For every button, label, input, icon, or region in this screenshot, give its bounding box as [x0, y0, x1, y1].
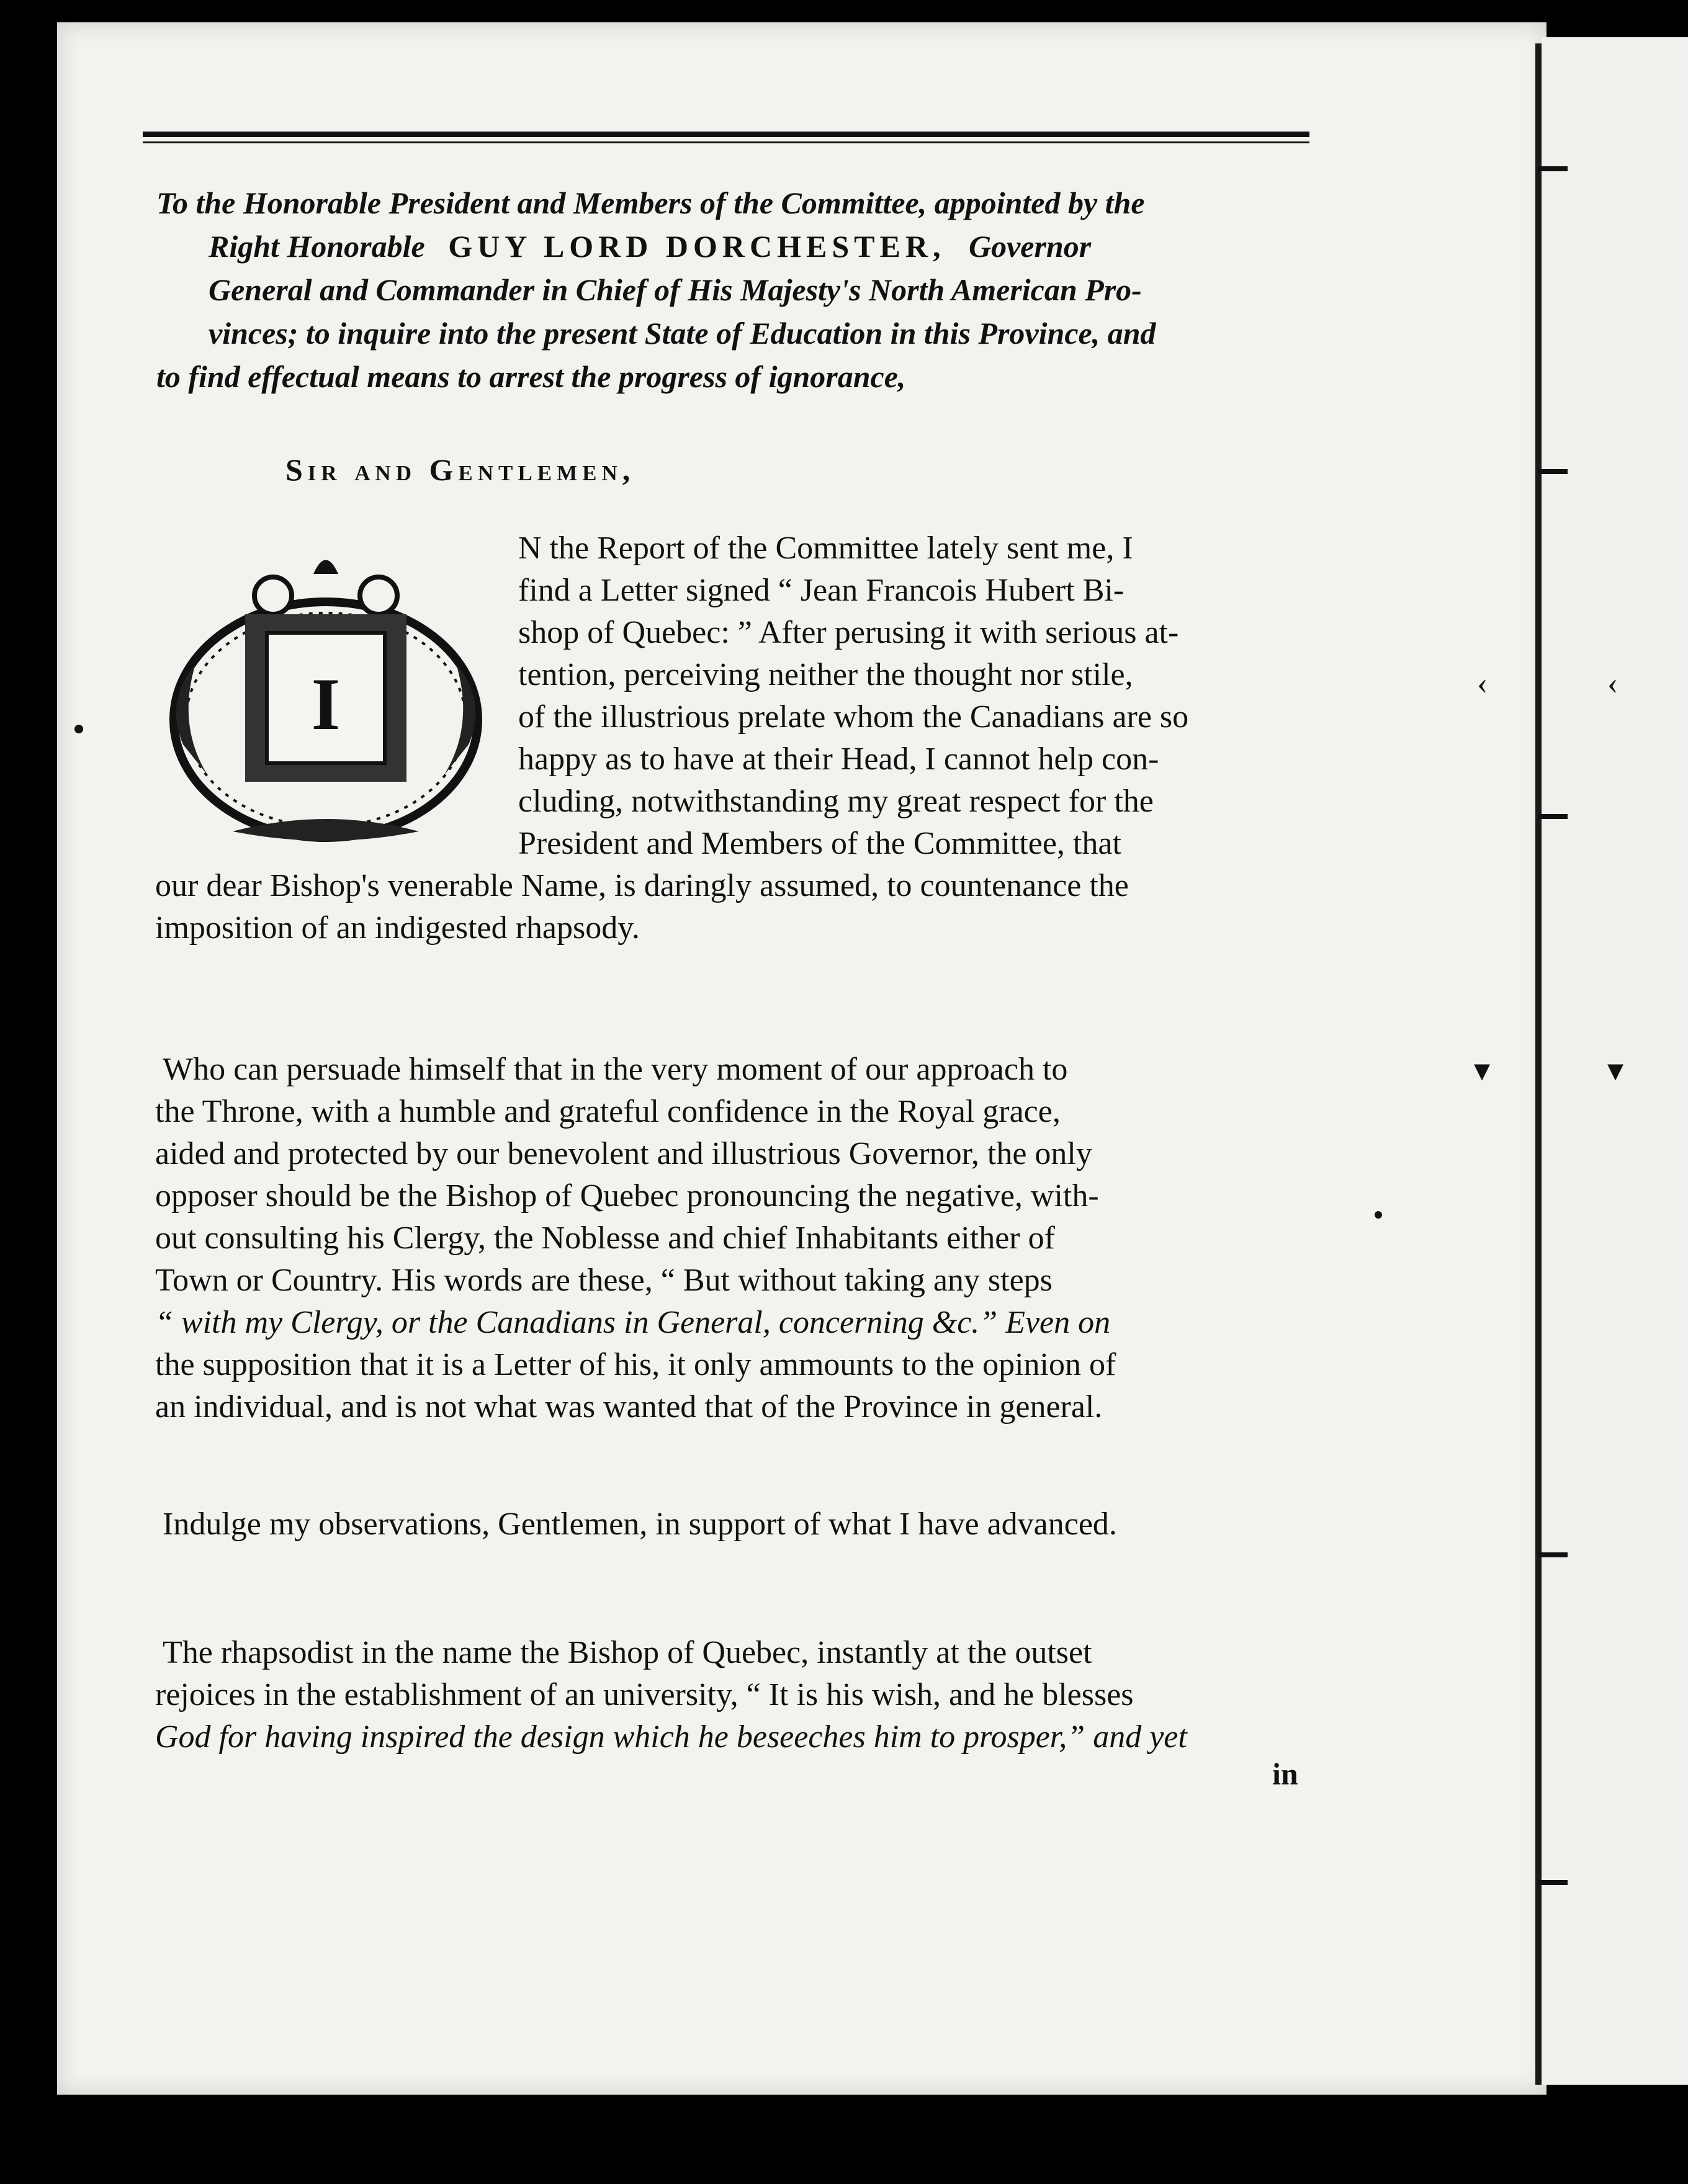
text-line: the Throne, with a humble and grateful confidence in the Royal grace,	[155, 1094, 1061, 1129]
address-line: to find effectual means to arrest the progress of ignorance,	[156, 359, 906, 394]
ink-speck	[1375, 1211, 1382, 1219]
text-line: aided and protected by our benevolent and illustrious Governor, the only	[155, 1136, 1092, 1171]
margin-notch	[1538, 166, 1568, 171]
address-block	[156, 181, 1317, 398]
text-line: happy as to have at their Head, I cannot help con-	[518, 741, 1159, 777]
text-line: Town or Country. His words are these, “ But without taking any steps	[155, 1263, 1053, 1298]
text-line: out consulting his Clergy, the Noblesse and chief Inhabitants either of	[155, 1220, 1055, 1256]
address-line: General and Commander in Chief of His Majesty's North American Pro-	[209, 272, 1142, 307]
text-line: tention, perceiving neither the thought nor stile,	[518, 657, 1133, 692]
address-line	[156, 225, 1317, 268]
address-fragment: Governor	[968, 229, 1092, 264]
address-line: To the Honorable President and Members of the Committee, appointed by the	[156, 186, 1145, 220]
header-rule-thin	[143, 141, 1309, 143]
paragraph-4	[155, 1632, 1316, 1758]
paragraph-1	[155, 527, 1316, 949]
text-line: The rhapsodist in the name the Bishop of Quebec, instantly at the outset	[163, 1635, 1092, 1670]
paragraph-2	[155, 1049, 1316, 1428]
margin-notch	[1538, 469, 1568, 474]
text-line: find a Letter signed “ Jean Francois Hubert Bi-	[518, 573, 1125, 608]
margin-notch	[1538, 1880, 1568, 1885]
text-line: God for having inspired the design which he beseeches him to prosper,” and yet	[155, 1719, 1187, 1755]
text-line: an individual, and is not what was wanted that of the Province in general.	[155, 1389, 1103, 1425]
text-line: cluding, notwithstanding my great respect for the	[518, 784, 1154, 819]
ink-speck	[74, 725, 83, 733]
governor-name: GUY LORD DORCHESTER,	[448, 229, 946, 264]
text-line: our dear Bishop's venerable Name, is daringly assumed, to countenance the	[155, 868, 1129, 903]
text-line: opposer should be the Bishop of Quebec pronouncing the negative, with-	[155, 1178, 1099, 1214]
text-line: rejoices in the establishment of an university, “ It is his wish, and he blesses	[155, 1677, 1134, 1712]
text-line: Who can persuade himself that in the very moment of our approach to	[163, 1052, 1068, 1087]
text-line: shop of Quebec: ” After perusing it with serious at-	[518, 615, 1179, 650]
margin-notch	[1538, 814, 1568, 819]
text-line: imposition of an indigested rhapsody.	[155, 910, 640, 946]
margin-arrow-icon: ‹	[1607, 666, 1618, 701]
header-rule	[143, 132, 1309, 137]
text-line: “ with my Clergy, or the Canadians in General, concerning &c.” Even on	[155, 1305, 1111, 1340]
margin-arrow-icon: ▾	[1474, 1053, 1491, 1088]
initial-letter: I	[311, 663, 341, 745]
margin-arrow-icon: ▾	[1607, 1053, 1624, 1088]
catchword: in	[1272, 1757, 1298, 1791]
salutation: Sir and Gentlemen,	[285, 452, 635, 487]
margin-notch	[1538, 1552, 1568, 1557]
address-line: vinces; to inquire into the present State of Education in this Province, and	[209, 316, 1156, 351]
page-gutter	[1535, 43, 1542, 2085]
text-line: N the Report of the Committee lately sent me, I	[518, 530, 1133, 566]
paragraph-3	[155, 1503, 1316, 1546]
margin-arrow-icon: ‹	[1477, 666, 1488, 701]
text-line: of the illustrious prelate whom the Canadians are so	[518, 699, 1189, 735]
text-line: President and Members of the Committee, that	[518, 826, 1121, 861]
text-line: Indulge my observations, Gentlemen, in support of what I have advanced.	[163, 1506, 1117, 1542]
text-line: the supposition that it is a Letter of his, it only ammounts to the opinion of	[155, 1347, 1116, 1382]
address-fragment: Right Honorable	[209, 229, 425, 264]
